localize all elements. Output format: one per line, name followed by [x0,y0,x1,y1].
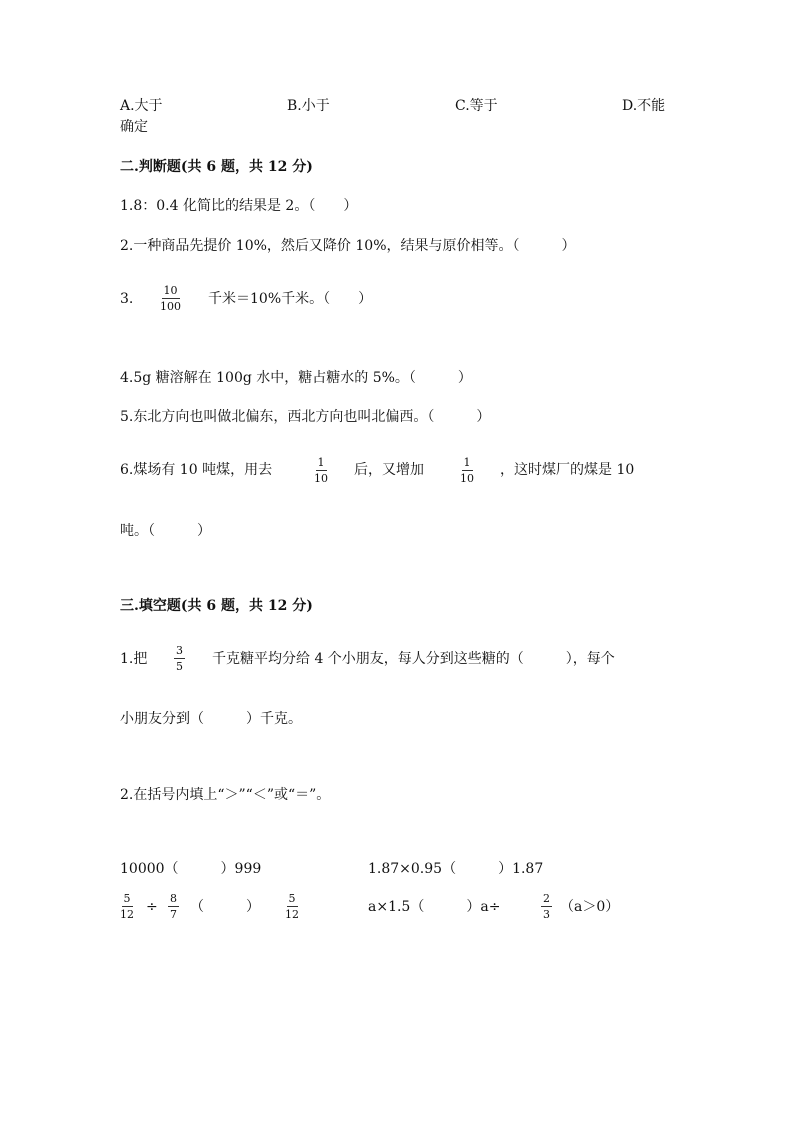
compare-item-1: 10000（ ）999 [120,861,262,877]
fill-question-1-part1: 1.把 [120,651,148,667]
choice-d: D.不能 [622,98,666,114]
fraction-ten-hundredths [158,284,183,313]
compare-item-4-condition: （a＞0） [560,899,620,915]
divide-sign: ÷ [146,899,158,915]
choice-b: B.小于 [287,98,330,114]
judge-question-6-part1: 6.煤场有 10 吨煤，用去 [120,462,273,478]
fill-question-1-part2: 千克糖平均分给 4 个小朋友，每人分到这些糖的（ ），每个 [212,651,615,667]
fraction-one-tenth-a [312,456,330,485]
fraction-denominator: 100 [160,300,181,313]
judge-question-4: 4.5g 糖溶解在 100g 水中，糖占糖水的 5%。（ ） [120,370,472,386]
fraction-numerator: 10 [163,284,178,297]
compare-item-4-left: a×1.5（ ）a÷ [368,899,501,915]
section3-heading: 三.填空题(共 6 题，共 12 分) [120,598,313,614]
compare-item-3-blank: （ ） [190,899,260,915]
fill-question-1-line2: 小朋友分到（ ）千克。 [120,711,302,727]
fraction-denominator: 10 [460,472,474,485]
judge-question-5: 5.东北方向也叫做北偏东，西北方向也叫北偏西。（ ） [120,409,491,425]
fraction-numerator: 5 [123,892,131,905]
fraction-numerator: 8 [170,892,177,905]
fraction-one-tenth-b [458,456,476,485]
fraction-five-twelfths-a [118,892,136,921]
judge-question-3-number: 3. [120,291,134,307]
fraction-denominator: 3 [543,908,550,921]
choice-a: A.大于 [120,98,163,114]
fraction-numerator: 1 [463,456,471,469]
judge-question-6-part2: 后，又增加 [354,462,424,478]
fraction-numerator: 1 [317,456,325,469]
fraction-denominator: 10 [314,472,328,485]
judge-question-6-line2: 吨。（ ） [120,523,211,539]
choice-d-continued: 确定 [120,119,148,135]
judge-question-6-part3: ，这时煤厂的煤是 10 [500,462,635,478]
fraction-two-thirds [541,892,552,921]
judge-question-3-text: 千米＝10%千米。（ ） [208,291,373,307]
fraction-denominator: 7 [170,908,177,921]
fraction-denominator: 12 [285,908,299,921]
judge-question-2: 2.一种商品先提价 10%，然后又降价 10%，结果与原价相等。（ ） [120,238,576,254]
judge-question-1: 1.8：0.4 化简比的结果是 2。（ ） [120,198,358,214]
fraction-three-fifths [174,644,185,673]
section2-heading: 二.判断题(共 6 题，共 12 分) [120,159,313,175]
fraction-numerator: 5 [288,892,296,905]
fraction-numerator: 3 [176,644,183,657]
fraction-eight-sevenths [168,892,179,921]
fraction-numerator: 2 [543,892,550,905]
compare-item-2: 1.87×0.95（ ）1.87 [368,861,544,877]
fill-question-2-instruction: 2.在括号内填上“＞”“＜”或“＝”。 [120,787,331,803]
fraction-denominator: 5 [176,660,183,673]
fraction-five-twelfths-b [283,892,301,921]
choice-c: C.等于 [455,98,498,114]
fraction-denominator: 12 [120,908,134,921]
